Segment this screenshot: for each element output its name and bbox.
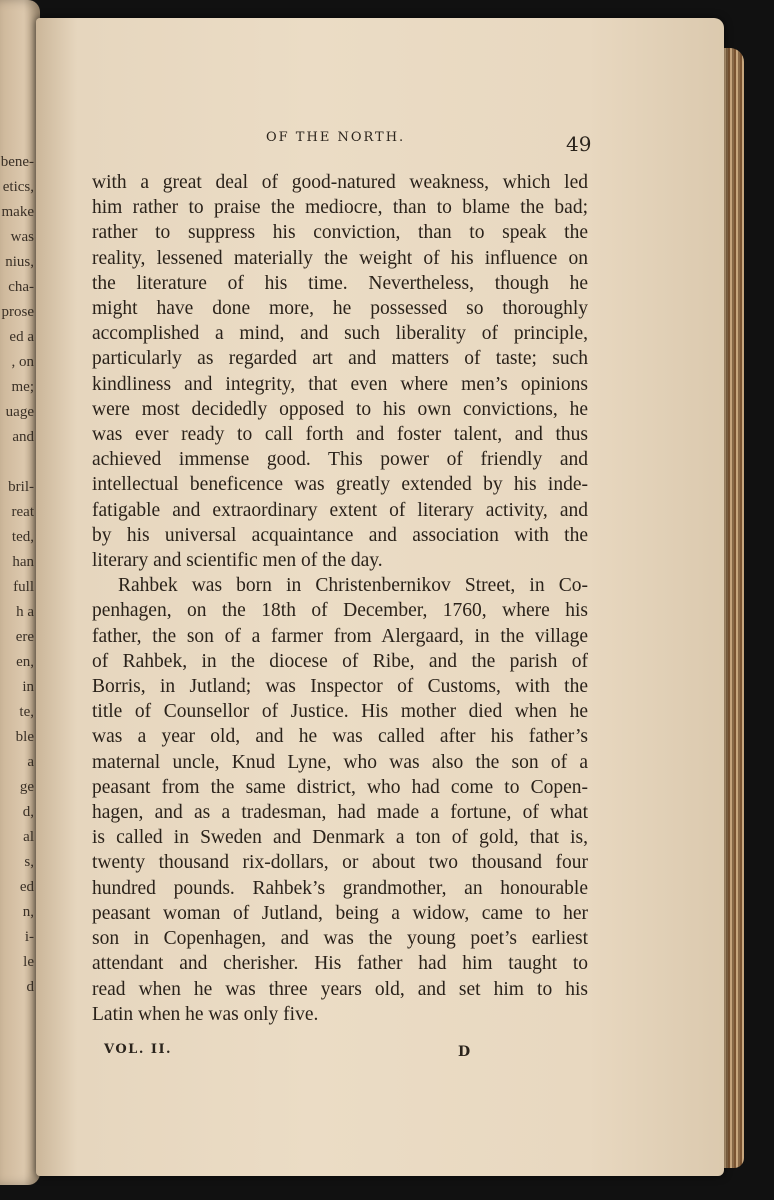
facing-page-fragment [0, 450, 34, 475]
text-line: accomplished a mind, and such liberality of principle, [92, 323, 588, 345]
facing-page-fragment: te, [19, 704, 34, 720]
text-line: twenty thousand rix-dollars, or about two thousand four [92, 852, 588, 874]
text-line: maternal uncle, Knud Lyne, who was also the son of a [92, 751, 588, 773]
text-line: particularly as regarded art and matters of taste; such [92, 348, 588, 370]
facing-page-fragment: d, [22, 804, 34, 820]
text-line: fatigable and extraordinary extent of literary activity, and [92, 499, 588, 521]
facing-page-fragment: ere [15, 629, 34, 645]
body-text [92, 170, 588, 1027]
facing-page-fragment: n, [22, 904, 34, 920]
facing-page-fragment: uage [5, 404, 34, 420]
text-line: son in Copenhagen, and was the young poet’s earliest [92, 928, 588, 950]
facing-page-fragment: in [22, 679, 34, 695]
text-line: were most decidedly opposed to his own convictions, he [92, 398, 588, 420]
facing-page-fragment: s, [24, 854, 34, 870]
text-line: literary and scientific men of the day. [92, 550, 383, 572]
facing-page-fragment: and [12, 429, 34, 445]
text-line: peasant woman of Jutland, being a widow, came to her [92, 902, 588, 924]
text-line: peasant from the same district, who had come to Copen- [92, 776, 588, 798]
facing-page-fragment: ed [19, 879, 34, 895]
running-head: OF THE NORTH. [266, 130, 406, 145]
facing-page-fragment: bril- [8, 479, 34, 495]
text-line: by his universal acquaintance and association with the [92, 524, 588, 546]
facing-page-fragment: ed a [9, 329, 34, 345]
facing-page-fragment: etics, [2, 179, 34, 195]
facing-page-fragment: make [1, 204, 34, 220]
text-line: kindliness and integrity, that even where men’s opinions [92, 373, 588, 395]
text-line: was ever ready to call forth and foster talent, and thus [92, 424, 588, 446]
paragraph-1 [92, 170, 588, 573]
paragraph-2 [92, 573, 588, 1027]
text-line: penhagen, on the 18th of December, 1760, where his [92, 600, 588, 622]
text-line: Rahbek was born in Christenbernikov Street, in Co- [118, 575, 588, 597]
text-line: hagen, and as a tradesman, had made a fortune, of what [92, 802, 588, 824]
facing-page-fragment: was [10, 229, 34, 245]
facing-page-fragment: full [13, 579, 34, 595]
text-line: the literature of his time. Nevertheless, though he [92, 272, 588, 294]
volume-signature: VOL. II. [104, 1042, 173, 1057]
page-number: 49 [566, 132, 592, 156]
text-line: might have done more, he possessed so thoroughly [92, 298, 588, 320]
facing-page-fragment: en, [16, 654, 34, 670]
facing-page-fragment: ble [15, 729, 34, 745]
facing-page-fragment: , on [11, 354, 34, 370]
text-line: father, the son of a farmer from Alergaard, in the village [92, 625, 588, 647]
text-line: read when he was three years old, and set him to his [92, 978, 588, 1000]
facing-page-fragment: nius, [5, 254, 34, 270]
facing-page-fragment: bene- [0, 154, 34, 170]
facing-page-fragment: reat [11, 504, 34, 520]
facing-page-fragment: i- [24, 929, 34, 945]
gathering-signature: D [458, 1044, 471, 1060]
text-line: title of Counsellor of Justice. His mother died when he [92, 701, 588, 723]
text-line: of Rahbek, in the diocese of Ribe, and the parish of [92, 650, 588, 672]
text-line: Latin when he was only five. [92, 1003, 319, 1025]
facing-page-fragment: d [26, 979, 34, 995]
facing-page-text-fragments [0, 150, 34, 1000]
text-line: Borris, in Jutland; was Inspector of Customs, with the [92, 676, 588, 698]
text-line: attendant and cherisher. His father had him taught to [92, 953, 588, 975]
text-line: reality, lessened materially the weight of his influence on [92, 247, 588, 269]
facing-page-fragment: me; [11, 379, 34, 395]
facing-page-fragment: han [12, 554, 34, 570]
text-line: hundred pounds. Rahbek’s grandmother, an honourable [92, 877, 588, 899]
text-line: is called in Sweden and Denmark a ton of gold, that is, [92, 827, 588, 849]
facing-page-fragment: ted, [11, 529, 34, 545]
facing-page-edge [0, 0, 40, 1185]
text-line: rather to suppress his conviction, than to speak the [92, 222, 588, 244]
text-line: achieved immense good. This power of friendly and [92, 449, 588, 471]
facing-page-fragment: le [23, 954, 34, 970]
facing-page-fragment: al [23, 829, 34, 845]
facing-page-fragment: prose [1, 304, 34, 320]
facing-page-fragment: a [27, 754, 34, 770]
facing-page-fragment: ge [19, 779, 34, 795]
facing-page-fragment: cha- [8, 279, 34, 295]
text-line: with a great deal of good-natured weakness, which led [92, 172, 588, 193]
text-line: was a year old, and he was called after his father’s [92, 726, 588, 748]
facing-page-fragment: h a [16, 604, 34, 620]
text-line: him rather to praise the mediocre, than to blame the bad; [92, 197, 588, 219]
text-line: intellectual beneficence was greatly extended by his inde- [92, 474, 588, 496]
